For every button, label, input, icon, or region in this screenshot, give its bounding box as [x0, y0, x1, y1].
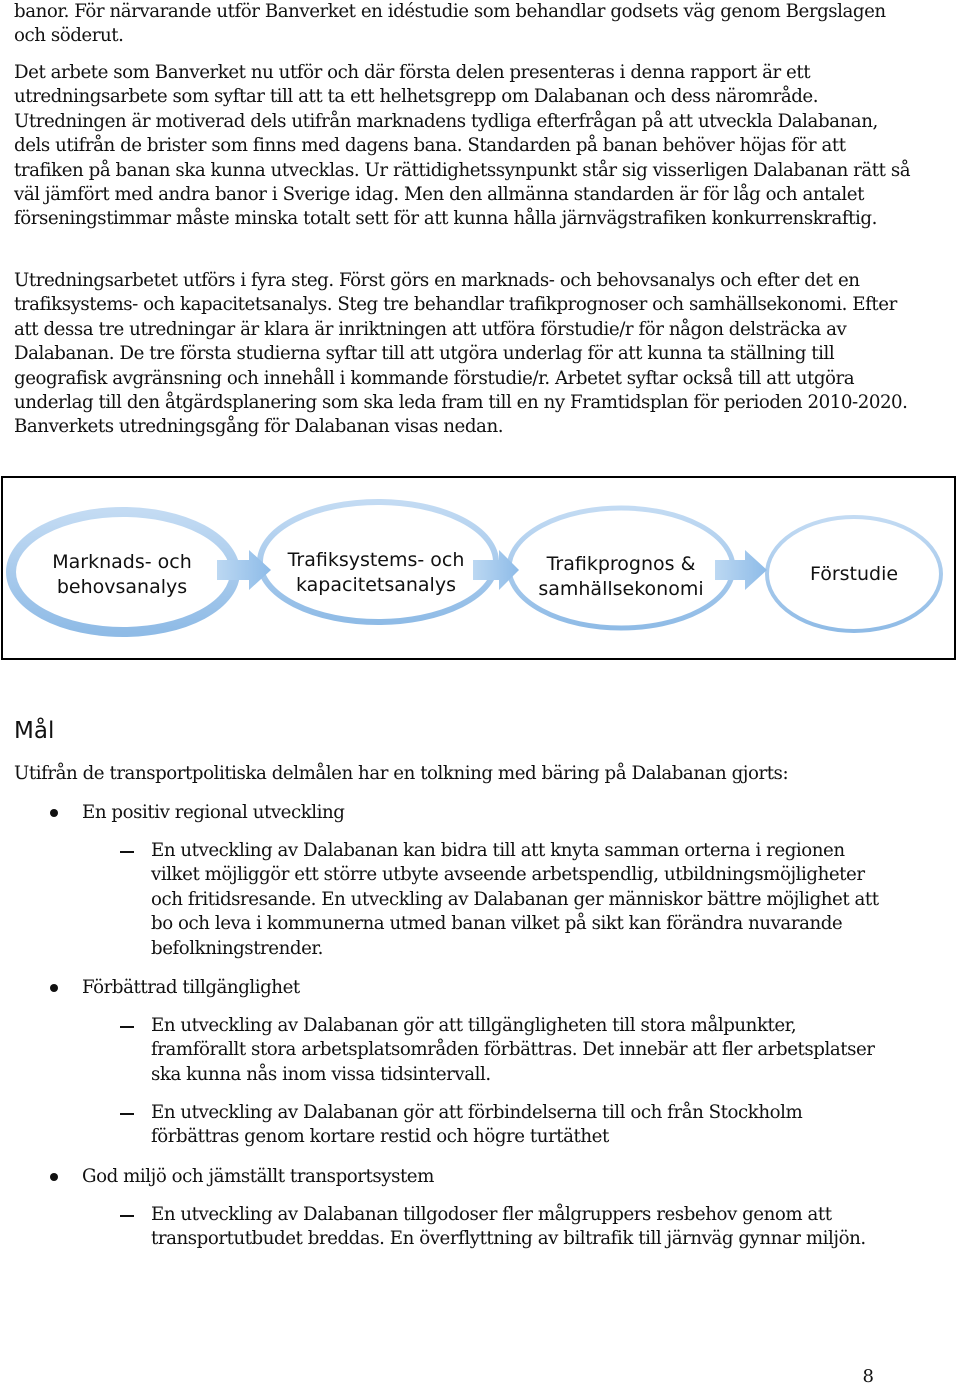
process-diagram [1, 476, 956, 660]
bullet-dot-2 [50, 984, 58, 992]
goal-1-item-1: En utveckling av Dalabanan kan bidra till att knyta samman orterna i regionen vilket möjliggör ett större utbyte avseende arbetspendlig, utbildningsmöjligheter och fritidsresande. En utveckling av Dalabanan ger människor bättre möjlighet att bo och leva i kommunerna utmed banan vilket på sikt kan förändra nuvarande befolkningstrender. [151, 840, 879, 959]
goal-title-3: God miljö och jämställt transportsystem [82, 1166, 434, 1187]
goal-2-item-1: En utveckling av Dalabanan gör att tillgängligheten till stora målpunkter, framförallt stora arbetsplatsområden förbättras. Det innebär att fler arbetsplatser ska kunna nås inom vissa tidsintervall. [151, 1015, 875, 1085]
step-label-1-line-2: behovsanalys [56, 576, 188, 598]
step-label-1 [29, 550, 215, 600]
step-label-2 [268, 548, 484, 598]
step-label-3 [521, 552, 721, 602]
dash-2-1 [120, 1026, 134, 1028]
step-label-3-line-1: Trafikprognos & [546, 553, 696, 575]
paragraph-intro-3: Utredningsarbetet utförs i fyra steg. Först görs en marknads- och behovsanalys och efter det en trafiksystems- och kapacitetsanalys. Steg tre behandlar trafikprognoser och samhällsekonomi. Efter att dessa tre utredningar är klara är inriktningen att utföra förstudie/r för någon delsträcka av Dalabanan. De tre första studierna syftar till att utgöra underlag för att kunna ta ställning till geografisk avgränsning och innehåll i kommande förstudie/r. Arbetet syftar också till att utgöra underlag till den åtgärdsplanering som ska leda fram till en ny Framtidsplan för perioden 2010-2020. Banverkets utredningsgång för Dalabanan visas nedan. [14, 270, 908, 438]
goal-3-item-1: En utveckling av Dalabanan tillgodoser fler målgruppers resbehov genom att transportutbudet breddas. En överflyttning av biltrafik till järnväg gynnar miljön. [151, 1204, 866, 1250]
paragraph-intro-2: Det arbete som Banverket nu utför och där första delen presenteras i denna rapport är ett utredningsarbete som syftar till att ta ett helhetsgrepp om Dalabanan och dess närområde. Utredningen är motiverad dels utifrån marknadens tydliga efterfrågan på att utveckla Dalabanan, dels utifrån de brister som finns med dagens bana. Standarden på banan behöver höjas för att trafiken på banan ska kunna utvecklas. Ur rättidighetssynpunkt står sig visserligen Dalabanan rätt så väl jämfört med andra banor i Sverige idag. Men den allmänna standarden är för låg och antalet förseningstimmar måste minska totalt sett för att kunna hålla järnvägstrafiken konkurrenskraftig. [14, 62, 911, 230]
step-label-4 [789, 562, 919, 587]
section-intro: Utifrån de transportpolitiska delmålen har en tolkning med bäring på Dalabanan gjorts: [14, 763, 789, 784]
goal-title-1: En positiv regional utveckling [82, 802, 345, 823]
bullet-dot-1 [50, 809, 58, 817]
goal-title-2: Förbättrad tillgänglighet [82, 977, 300, 998]
step-label-4-line-1: Förstudie [809, 563, 899, 585]
dash-2-2 [120, 1113, 134, 1115]
goal-2-item-2: En utveckling av Dalabanan gör att förbindelserna till och från Stockholm förbättras genom kortare restid och högre turtäthet [151, 1102, 803, 1148]
dash-3-1 [120, 1215, 134, 1217]
bullet-dot-3 [50, 1173, 58, 1181]
step-label-2-line-2: kapacitetsanalys [296, 574, 456, 596]
dash-1-1 [120, 851, 134, 853]
step-label-3-line-2: samhällsekonomi [538, 578, 704, 600]
step-label-2-line-1: Trafiksystems- och [287, 549, 465, 571]
step-label-1-line-1: Marknads- och [52, 551, 192, 573]
section-heading: Mål [14, 718, 55, 744]
paragraph-intro-1: banor. För närvarande utför Banverket en idéstudie som behandlar godsets väg genom Bergslagen och söderut. [14, 1, 886, 47]
page-number: 8 [862, 1366, 874, 1387]
